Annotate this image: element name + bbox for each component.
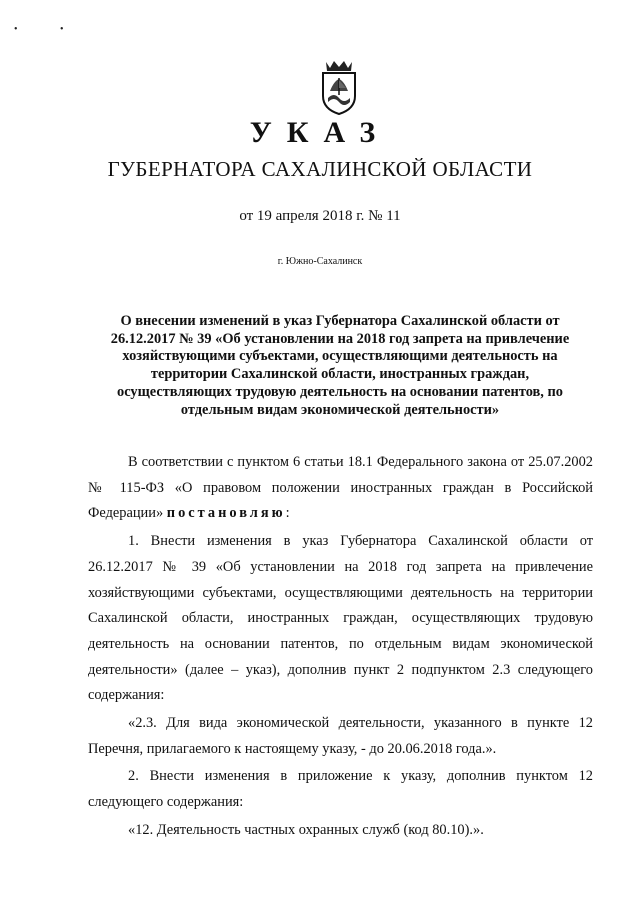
preamble-text: В соответствии с пунктом 6 статьи 18.1 Федерального закона от 25.07.2002 № 115-ФЗ «О правовом положении иностранных граждан в Российской Федерации» [88,454,593,522]
item-2-quote: «12. Деятельность частных охранных служб (код 80.10).». [128,821,484,838]
preamble-paragraph [88,450,593,527]
decree-word: постановляю [166,505,286,522]
item-1-paragraph: 1. Внести изменения в указ Губернатора Сахалинской области от 26.12.2017 № 39 «Об установлении на 2018 год запрета на привлечение хозяйствующими субъектами, осуществляющими деятельность на территории Сахалинской области, иностранных граждан, осуществляющих трудовую деятельность на основании патентов, по отдельным видам экономической деятельности» (далее – указ), дополнив пункт 2 подпунктом 2.3 следующего содержания: [88,533,593,704]
document-city: г. Южно-Сахалинск [277,256,363,267]
scan-specks: • • [14,24,84,35]
item-1-quote: «2.3. Для вида экономической деятельности, указанного в пункте 12 Перечня, прилагаемого к настоящему указу, - до 20.06.2018 года.». [88,715,593,757]
document-title: УКАЗ [249,116,391,149]
coat-of-arms-icon [317,58,361,116]
document-date-number: от 19 апреля 2018 г. № 11 [239,208,401,224]
document-heading: О внесении изменений в указ Губернатора Сахалинской области от 26.12.2017 № 39 «Об установлении на 2018 год запрета на привлечение хозяйствующими субъектами, осуществляющими деятельность на территории Сахалинской области, иностранных граждан, осуществляющих трудовую деятельность на основании патентов, по отдельным видам экономической деятельности» [110,313,570,418]
document-issuer: ГУБЕРНАТОРА САХАЛИНСКОЙ ОБЛАСТИ [107,157,533,181]
document-body [88,450,593,846]
item-2-paragraph: 2. Внести изменения в приложение к указу, дополнив пунктом 12 следующего содержания: [88,768,593,811]
decree-colon: : [285,505,290,522]
